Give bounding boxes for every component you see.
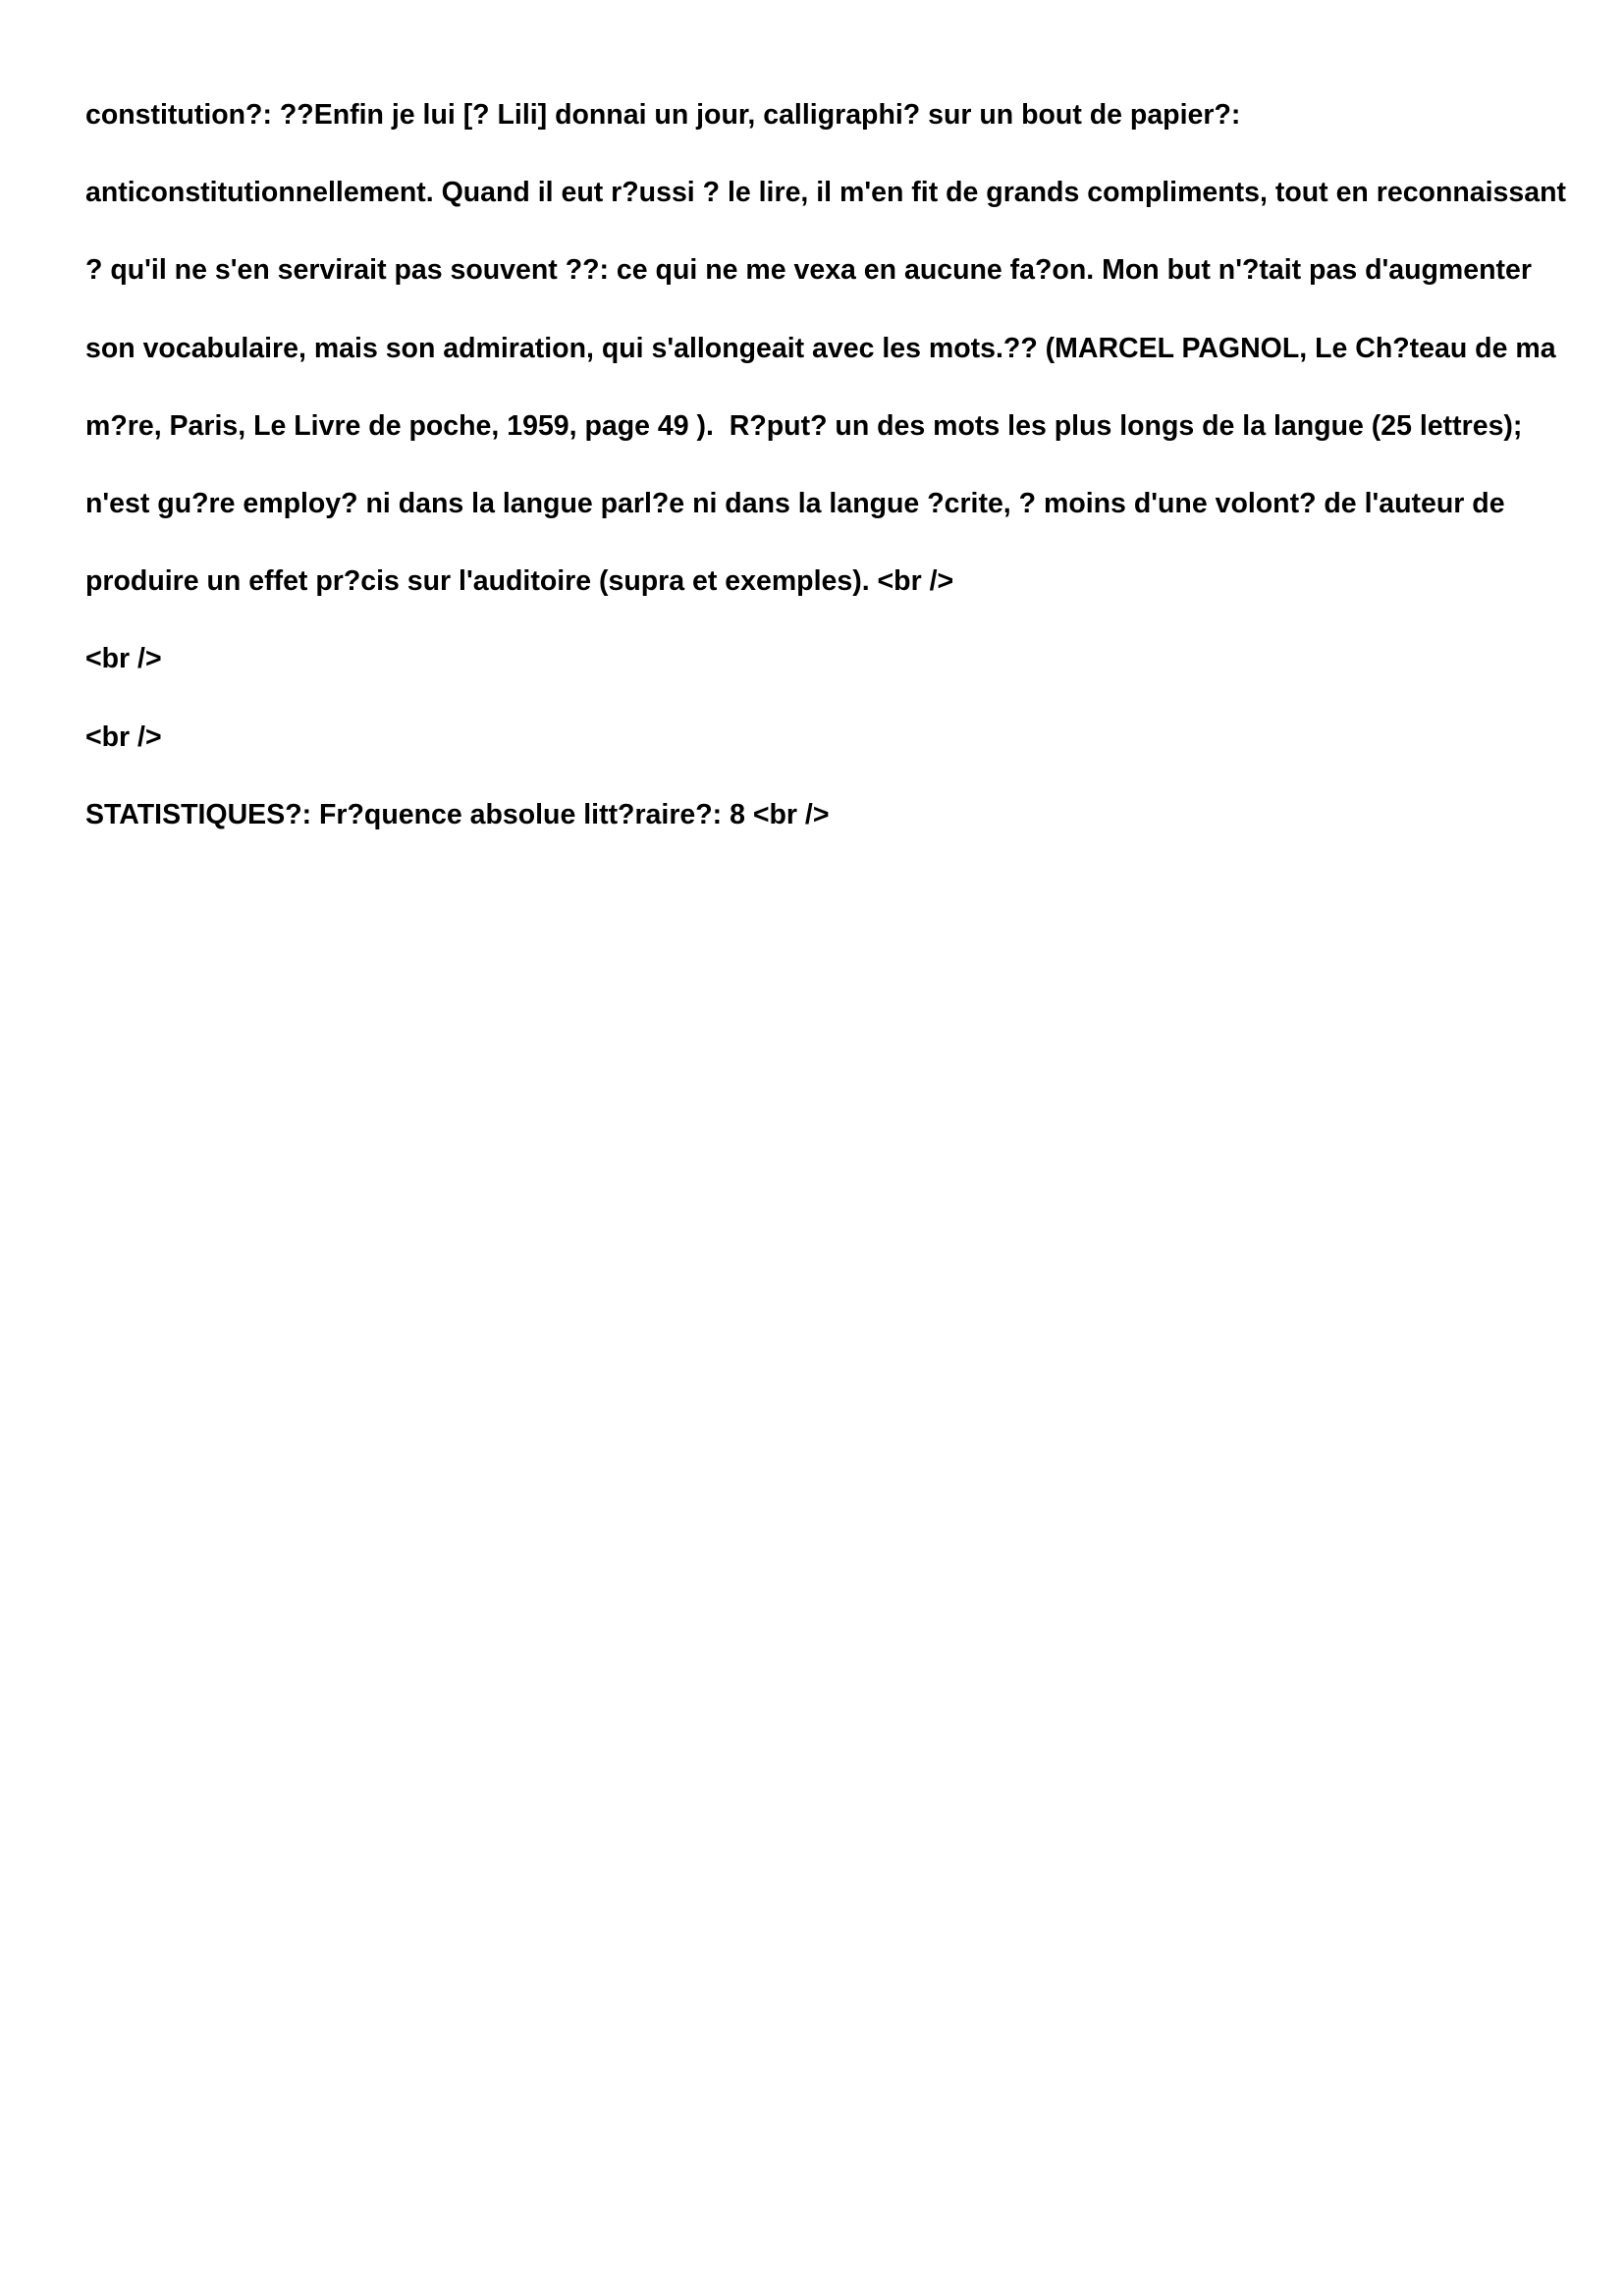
text-line: <br /> — [85, 721, 162, 753]
text-line: anticonstitutionnellement. Quand il eut r?ussi ? le lire, il m'en fit de grands compliments, tout en reconnaissant — [85, 177, 1566, 209]
text-line: n'est gu?re employ? ni dans la langue parl?e ni dans la langue ?crite, ? moins d'une volont? de l'auteur de — [85, 487, 1505, 519]
text-line: <br /> — [85, 643, 162, 675]
text-line: produire un effet pr?cis sur l'auditoire (supra et exemples). <br /> — [85, 565, 954, 598]
statistics-line: STATISTIQUES?: Fr?quence absolue litt?raire?: 8 <br /> — [85, 798, 830, 830]
document-text — [85, 93, 1566, 871]
text-line: constitution?: ??Enfin je lui [? Lili] donnai un jour, calligraphi? sur un bout de papier?: — [85, 99, 1241, 131]
text-line: son vocabulaire, mais son admiration, qui s'allongeait avec les mots.?? (MARCEL PAGNOL, Le Ch?teau de ma — [85, 332, 1556, 364]
text-line: ? qu'il ne s'en servirait pas souvent ??: ce qui ne me vexa en aucune fa?on. Mon but n'?tait pas d'augmenter — [85, 254, 1532, 287]
text-line: m?re, Paris, Le Livre de poche, 1959, page 49 ). R?put? un des mots les plus longs de la langue (25 lettres); — [85, 409, 1523, 442]
